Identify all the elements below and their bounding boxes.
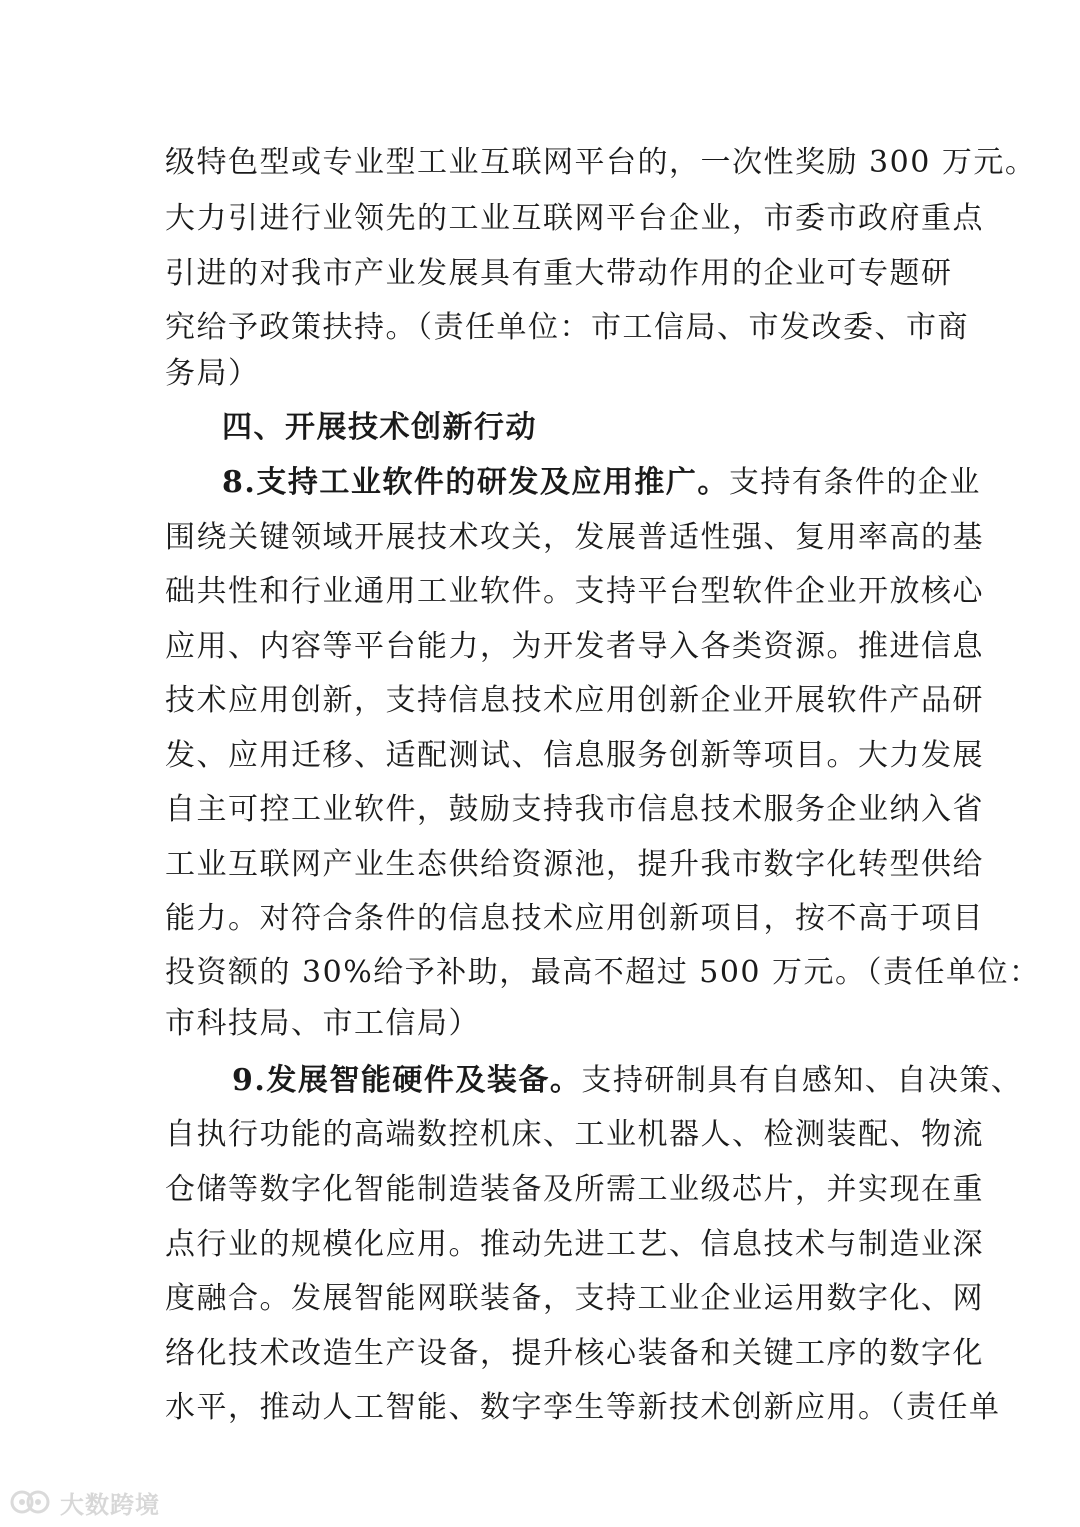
paragraph-line: 自主可控工业软件，鼓励支持我市信息技术服务企业纳入省 xyxy=(165,792,984,827)
watermark-text: 大数跨境 xyxy=(60,1490,160,1519)
item9-first-line-text: 支持研制具有自感知、自决策、 xyxy=(581,1063,1023,1098)
watermark xyxy=(8,1484,160,1520)
paragraph-line: 围绕关键领域开展技术攻关，发展普适性强、复用率高的基 xyxy=(165,520,984,555)
paragraph-line: 应用、内容等平台能力，为开发者导入各类资源。推进信息 xyxy=(165,629,984,664)
item8-title: 8.支持工业软件的研发及应用推广。 xyxy=(222,465,729,500)
paragraph-line: 究给予政策扶持。（责任单位：市工信局、市发改委、市商 xyxy=(165,310,969,345)
paragraph-line: 自执行功能的高端数控机床、工业机器人、检测装配、物流 xyxy=(165,1117,984,1152)
brand-logo-icon xyxy=(8,1488,54,1516)
paragraph-line: 市科技局、市工信局） xyxy=(165,1006,480,1041)
paragraph-line: 能力。对符合条件的信息技术应用创新项目，按不高于项目 xyxy=(165,901,984,936)
paragraph-line: 度融合。发展智能网联装备，支持工业企业运用数字化、网 xyxy=(165,1281,984,1316)
paragraph-line: 水平，推动人工智能、数字孪生等新技术创新应用。（责任单 xyxy=(165,1390,1001,1425)
paragraph-line: 级特色型或专业型工业互联网平台的，一次性奖励 300 万元。 xyxy=(165,145,1037,180)
item9-first-line xyxy=(232,1061,1023,1101)
paragraph-line: 点行业的规模化应用。推动先进工艺、信息技术与制造业深 xyxy=(165,1227,984,1262)
item9-title: 9.发展智能硬件及装备。 xyxy=(232,1063,582,1098)
paragraph-line: 发、应用迁移、适配测试、信息服务创新等项目。大力发展 xyxy=(165,738,984,773)
item8-first-line xyxy=(222,463,981,503)
paragraph-line: 投资额的 30%给予补助，最高不超过 500 万元。（责任单位： xyxy=(165,955,1041,990)
section-heading: 四、开展技术创新行动 xyxy=(222,410,537,445)
paragraph-line: 础共性和行业通用工业软件。支持平台型软件企业开放核心 xyxy=(165,574,984,609)
item8-first-line-text: 支持有条件的企业 xyxy=(728,465,981,500)
paragraph-line: 大力引进行业领先的工业互联网平台企业，市委市政府重点 xyxy=(165,201,984,236)
paragraph-line: 工业互联网产业生态供给资源池，提升我市数字化转型供给 xyxy=(165,847,984,882)
paragraph-line: 引进的对我市产业发展具有重大带动作用的企业可专题研 xyxy=(165,256,953,291)
paragraph-line: 技术应用创新，支持信息技术应用创新企业开展软件产品研 xyxy=(165,683,984,718)
paragraph-line: 仓储等数字化智能制造装备及所需工业级芯片，并实现在重 xyxy=(165,1172,984,1207)
paragraph-line: 务局） xyxy=(165,356,260,391)
paragraph-line: 络化技术改造生产设备，提升核心装备和关键工序的数字化 xyxy=(165,1336,984,1371)
